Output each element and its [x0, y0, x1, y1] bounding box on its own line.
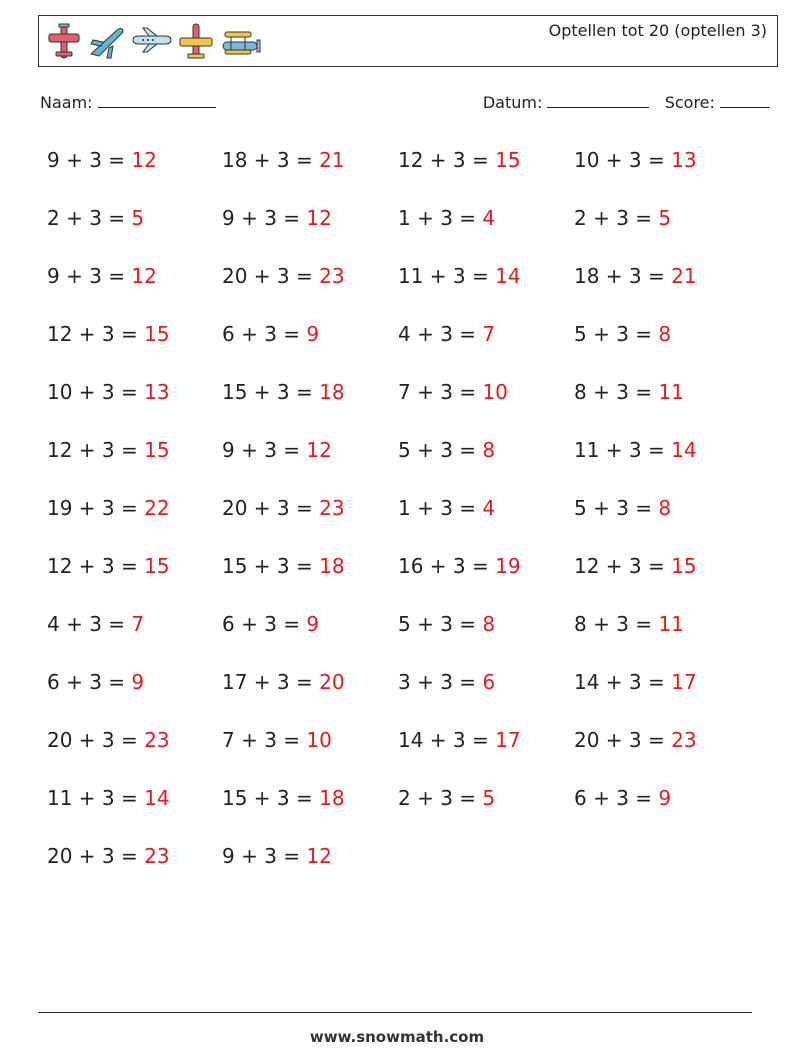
problem-question: 4 + 3 = — [47, 612, 132, 636]
problem-question: 5 + 3 = — [398, 612, 483, 636]
problem-answer: 15 — [144, 554, 170, 578]
problem-question: 8 + 3 = — [574, 612, 659, 636]
problem-answer: 22 — [144, 496, 170, 520]
problem-item — [398, 725, 521, 755]
problem-answer: 8 — [482, 612, 496, 636]
problem-question: 9 + 3 = — [222, 844, 307, 868]
date-blank[interactable] — [547, 93, 649, 108]
problem-item — [47, 145, 157, 175]
problem-question: 15 + 3 = — [222, 380, 320, 404]
problem-answer: 10 — [482, 380, 508, 404]
problem-answer: 7 — [131, 612, 145, 636]
problem-answer: 12 — [306, 206, 332, 230]
problem-question: 15 + 3 = — [222, 786, 320, 810]
problem-item — [222, 725, 332, 755]
problem-question: 12 + 3 = — [47, 322, 145, 346]
problem-answer: 23 — [319, 264, 345, 288]
problem-item — [574, 609, 684, 639]
problem-answer: 7 — [482, 322, 496, 346]
problem-answer: 8 — [658, 496, 672, 520]
problem-item — [222, 493, 345, 523]
problem-answer: 14 — [144, 786, 170, 810]
problem-question: 15 + 3 = — [222, 554, 320, 578]
name-blank[interactable] — [98, 93, 216, 108]
problem-item — [47, 261, 157, 291]
score-label: Score: — [664, 93, 715, 112]
problem-answer: 8 — [482, 438, 496, 462]
problem-item — [398, 783, 495, 813]
problem-question: 11 + 3 = — [398, 264, 496, 288]
problem-item — [398, 319, 495, 349]
problem-question: 4 + 3 = — [398, 322, 483, 346]
problem-question: 14 + 3 = — [398, 728, 496, 752]
problem-item — [222, 435, 332, 465]
problem-answer: 15 — [144, 438, 170, 462]
problem-question: 20 + 3 = — [574, 728, 672, 752]
problem-item — [398, 493, 495, 523]
problem-item — [574, 377, 684, 407]
problem-item — [222, 841, 332, 871]
problem-question: 1 + 3 = — [398, 496, 483, 520]
problem-answer: 23 — [319, 496, 345, 520]
problem-answer: 9 — [658, 786, 672, 810]
airplane-yellow-icon — [177, 22, 215, 62]
problem-item — [574, 435, 697, 465]
problem-question: 2 + 3 = — [47, 206, 132, 230]
footer-divider — [38, 1012, 752, 1013]
problem-answer: 12 — [131, 264, 157, 288]
problem-item — [574, 783, 671, 813]
problem-item — [222, 551, 345, 581]
problem-item — [47, 435, 170, 465]
problem-answer: 5 — [482, 786, 496, 810]
problem-item — [47, 377, 170, 407]
problem-answer: 17 — [495, 728, 521, 752]
problem-answer: 12 — [131, 148, 157, 172]
problem-question: 8 + 3 = — [574, 380, 659, 404]
problem-question: 20 + 3 = — [222, 496, 320, 520]
problem-question: 12 + 3 = — [47, 554, 145, 578]
problem-question: 9 + 3 = — [47, 264, 132, 288]
problem-answer: 13 — [144, 380, 170, 404]
problem-answer: 11 — [658, 380, 684, 404]
problem-item — [574, 725, 697, 755]
problem-item — [222, 145, 345, 175]
problem-question: 18 + 3 = — [574, 264, 672, 288]
problem-question: 20 + 3 = — [222, 264, 320, 288]
problem-item — [398, 551, 521, 581]
problem-answer: 18 — [319, 554, 345, 578]
problem-answer: 8 — [658, 322, 672, 346]
problem-item — [222, 783, 345, 813]
problem-answer: 15 — [144, 322, 170, 346]
problem-item — [47, 319, 170, 349]
problem-answer: 9 — [306, 322, 320, 346]
problem-answer: 6 — [482, 670, 496, 694]
problem-answer: 11 — [658, 612, 684, 636]
problem-question: 9 + 3 = — [47, 148, 132, 172]
problem-question: 6 + 3 = — [47, 670, 132, 694]
problem-question: 11 + 3 = — [574, 438, 672, 462]
problem-question: 6 + 3 = — [574, 786, 659, 810]
name-label: Naam: — [40, 93, 93, 112]
problem-item — [398, 609, 495, 639]
problem-answer: 5 — [131, 206, 145, 230]
problem-question: 2 + 3 = — [574, 206, 659, 230]
problem-question: 14 + 3 = — [574, 670, 672, 694]
problem-item — [574, 667, 697, 697]
problem-item — [222, 261, 345, 291]
problem-item — [222, 609, 319, 639]
airplane-red-icon — [45, 22, 83, 62]
problem-question: 2 + 3 = — [398, 786, 483, 810]
problem-answer: 5 — [658, 206, 672, 230]
name-field — [40, 93, 216, 112]
worksheet-header — [38, 15, 778, 67]
problem-answer: 15 — [495, 148, 521, 172]
problem-answer: 9 — [306, 612, 320, 636]
problem-item — [574, 203, 671, 233]
problem-question: 12 + 3 = — [47, 438, 145, 462]
problem-question: 6 + 3 = — [222, 612, 307, 636]
airplane-lightblue-icon — [131, 22, 173, 62]
problem-item — [222, 319, 319, 349]
problem-question: 5 + 3 = — [574, 322, 659, 346]
date-label: Datum: — [482, 93, 543, 112]
problem-question: 6 + 3 = — [222, 322, 307, 346]
problem-item — [398, 261, 521, 291]
problem-question: 12 + 3 = — [398, 148, 496, 172]
problem-question: 11 + 3 = — [47, 786, 145, 810]
biplane-icon — [219, 22, 263, 62]
problem-item — [398, 667, 495, 697]
problem-question: 3 + 3 = — [398, 670, 483, 694]
problem-item — [47, 783, 170, 813]
problem-answer: 23 — [671, 728, 697, 752]
problem-answer: 23 — [144, 728, 170, 752]
score-blank[interactable] — [720, 93, 770, 108]
problem-question: 1 + 3 = — [398, 206, 483, 230]
footer-url: www.snowmath.com — [309, 1028, 485, 1046]
problem-item — [398, 145, 521, 175]
problem-item — [222, 667, 345, 697]
problem-item — [398, 203, 495, 233]
problem-question: 9 + 3 = — [222, 438, 307, 462]
problem-question: 10 + 3 = — [47, 380, 145, 404]
problem-item — [47, 725, 170, 755]
problem-item — [47, 493, 170, 523]
problem-question: 7 + 3 = — [398, 380, 483, 404]
problem-answer: 21 — [319, 148, 345, 172]
problem-question: 18 + 3 = — [222, 148, 320, 172]
problem-answer: 19 — [495, 554, 521, 578]
problem-item — [574, 145, 697, 175]
problem-item — [47, 667, 144, 697]
worksheet-title: Optellen tot 20 (optellen 3) — [548, 21, 767, 40]
problem-item — [574, 493, 671, 523]
problem-answer: 10 — [306, 728, 332, 752]
problem-question: 20 + 3 = — [47, 844, 145, 868]
problem-item — [398, 435, 495, 465]
header-icons — [45, 22, 263, 62]
problem-answer: 17 — [671, 670, 697, 694]
date-score-fields — [483, 93, 770, 112]
problem-answer: 23 — [144, 844, 170, 868]
problem-question: 19 + 3 = — [47, 496, 145, 520]
airplane-blue-icon — [87, 22, 127, 62]
problem-answer: 4 — [482, 206, 496, 230]
problem-answer: 21 — [671, 264, 697, 288]
problem-answer: 15 — [671, 554, 697, 578]
problem-question: 5 + 3 = — [398, 438, 483, 462]
problem-question: 7 + 3 = — [222, 728, 307, 752]
problem-item — [47, 203, 144, 233]
problem-answer: 18 — [319, 380, 345, 404]
problem-answer: 14 — [495, 264, 521, 288]
problem-item — [222, 377, 345, 407]
problem-question: 16 + 3 = — [398, 554, 496, 578]
problem-answer: 12 — [306, 844, 332, 868]
problem-question: 10 + 3 = — [574, 148, 672, 172]
problem-item — [47, 551, 170, 581]
problem-item — [47, 609, 144, 639]
problem-answer: 20 — [319, 670, 345, 694]
problem-item — [574, 319, 671, 349]
problem-item — [398, 377, 508, 407]
problem-item — [574, 551, 697, 581]
problem-answer: 12 — [306, 438, 332, 462]
problem-item — [47, 841, 170, 871]
problem-question: 5 + 3 = — [574, 496, 659, 520]
problem-answer: 4 — [482, 496, 496, 520]
problem-answer: 18 — [319, 786, 345, 810]
problem-question: 20 + 3 = — [47, 728, 145, 752]
problem-answer: 13 — [671, 148, 697, 172]
problem-question: 9 + 3 = — [222, 206, 307, 230]
problem-answer: 9 — [131, 670, 145, 694]
problem-question: 12 + 3 = — [574, 554, 672, 578]
problem-answer: 14 — [671, 438, 697, 462]
problem-item — [222, 203, 332, 233]
problem-item — [574, 261, 697, 291]
problem-question: 17 + 3 = — [222, 670, 320, 694]
